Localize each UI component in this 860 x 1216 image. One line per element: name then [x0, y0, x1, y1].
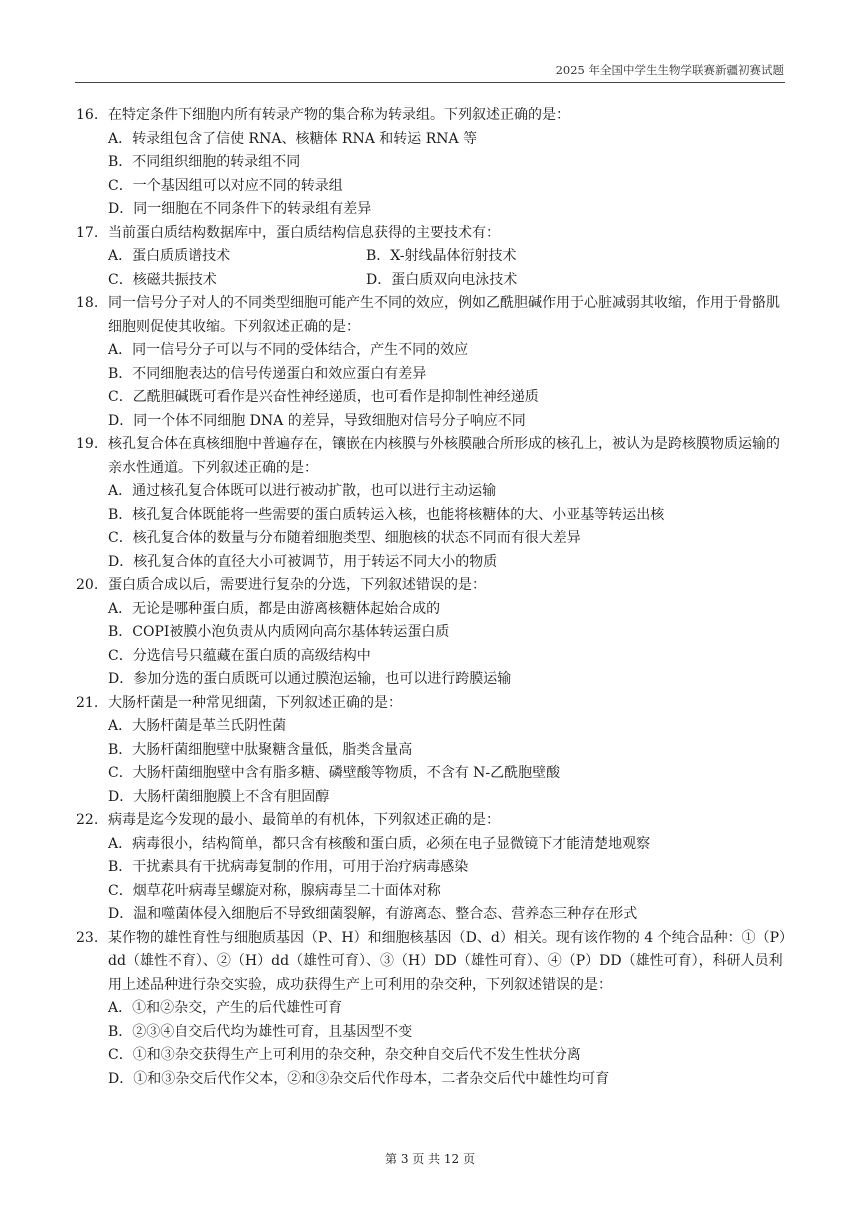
option-c: C．分选信号只蕴藏在蛋白质的高级结构中 — [108, 647, 371, 664]
question-23 — [76, 927, 788, 1092]
question-stem: 蛋白质合成以后，需要进行复杂的分选，下列叙述错误的是： — [108, 577, 486, 593]
option-a: A．大肠杆菌是革兰氏阴性菌 — [108, 718, 287, 734]
question-number: 22. — [76, 812, 99, 828]
question-number: 18. — [76, 295, 99, 311]
option-a: A．无论是哪种蛋白质，都是由游离核糖体起始合成的 — [108, 600, 441, 617]
question-stem: 某作物的雄性育性与细胞质基因（P、H）和细胞核基因（D、d）相关。现有该作物的 4 个纯合品种：①（P）dd（雄性不育）、②（H）dd（雄性可育）、③（H）DD（雄性可育）、④（P）DD（雄性可育），科研人员利用上述品种进行杂交实验，成功获得生产上可利用的杂交种，下列叙述错误的是： — [108, 929, 787, 993]
option-b: B．干扰素具有干扰病毒复制的作用，可用于治疗病毒感染 — [108, 859, 469, 875]
option-c: C．一个基因组可以对应不同的转录组 — [108, 177, 343, 194]
option-b: B．②③④自交后代均为雄性可育，且基因型不变 — [108, 1023, 413, 1040]
option-d: D．①和③杂交后代作父本，②和③杂交后代作母本，二者杂交后代中雄性均可育 — [108, 1070, 610, 1087]
question-16 — [76, 104, 788, 222]
option-b: B．X-射线晶体衍射技术 — [366, 248, 517, 264]
option-c: C．核磁共振技术 — [108, 271, 217, 288]
question-stem: 同一信号分子对人的不同类型细胞可能产生不同的效应，例如乙酰胆碱作用于心脏减弱其收缩，作用于骨骼肌细胞则促使其收缩。下列叙述正确的是： — [108, 295, 780, 335]
question-17 — [76, 222, 788, 293]
question-number: 17. — [76, 224, 99, 241]
option-d: D．同一细胞在不同条件下的转录组有差异 — [108, 201, 372, 217]
option-b: B．不同细胞表达的信号传递蛋白和效应蛋白有差异 — [108, 365, 427, 382]
option-b: B．不同组织细胞的转录组不同 — [108, 154, 301, 170]
option-c: C．烟草花叶病毒呈螺旋对称，腺病毒呈二十面体对称 — [108, 882, 441, 899]
option-b: B．大肠杆菌细胞壁中肽聚糖含量低，脂类含量高 — [108, 741, 413, 758]
question-list — [76, 104, 788, 1091]
question-stem: 核孔复合体在真核细胞中普遍存在，镶嵌在内核膜与外核膜融合所形成的核孔上，被认为是跨核膜物质运输的亲水性通道。下列叙述正确的是： — [108, 436, 780, 476]
option-a: A．①和②杂交，产生的后代雄性可育 — [108, 1000, 343, 1016]
option-d: D．参加分选的蛋白质既可以通过膜泡运输，也可以进行跨膜运输 — [108, 671, 512, 687]
option-a: A．病毒很小，结构简单，都只含有核酸和蛋白质，必须在电子显微镜下才能清楚地观察 — [108, 835, 651, 852]
question-number: 20. — [76, 577, 99, 593]
option-b: B．COPI被膜小泡负责从内质网向高尔基体转运蛋白质 — [108, 624, 450, 640]
header-divider — [75, 82, 785, 83]
question-number: 16. — [76, 107, 99, 123]
option-a: A．蛋白质质谱技术 — [108, 248, 231, 264]
question-19 — [76, 433, 788, 574]
question-number: 19. — [76, 436, 99, 452]
option-d: D．核孔复合体的直径大小可被调节，用于转运不同大小的物质 — [108, 553, 498, 570]
option-d: D．蛋白质双向电泳技术 — [366, 271, 518, 288]
question-18 — [76, 292, 788, 433]
option-c: C．①和③杂交获得生产上可利用的杂交种，杂交种自交后代不发生性状分离 — [108, 1047, 581, 1063]
question-22 — [76, 809, 788, 927]
page-number: 第 3 页 共 12 页 — [385, 1152, 475, 1166]
question-number: 21. — [76, 694, 99, 711]
option-b: B．核孔复合体既能将一些需要的蛋白质转运入核，也能将核糖体的大、小亚基等转运出核 — [108, 506, 665, 523]
question-stem: 当前蛋白质结构数据库中，蛋白质结构信息获得的主要技术有： — [108, 224, 500, 241]
option-c: C．大肠杆菌细胞壁中含有脂多糖、磷壁酸等物质，不含有 N-乙酰胞壁酸 — [108, 765, 561, 781]
option-d: D．同一个体不同细胞 DNA 的差异，导致细胞对信号分子响应不同 — [108, 412, 526, 429]
question-stem: 大肠杆菌是一种常见细菌，下列叙述正确的是： — [108, 694, 402, 711]
question-stem: 病毒是迄今发现的最小、最简单的有机体，下列叙述正确的是： — [108, 812, 500, 828]
option-a: A．转录组包含了信使 RNA、核糖体 RNA 和转运 RNA 等 — [108, 130, 478, 147]
option-a: A．通过核孔复合体既可以进行被动扩散，也可以进行主动运输 — [108, 483, 497, 499]
option-d: D．大肠杆菌细胞膜上不含有胆固醇 — [108, 788, 330, 805]
option-c: C．乙酰胆碱既可看作是兴奋性神经递质，也可看作是抑制性神经递质 — [108, 389, 539, 405]
option-d: D．温和噬菌体侵入细胞后不导致细菌裂解，有游离态、整合态、营养态三种存在形式 — [108, 906, 638, 922]
question-21 — [76, 692, 788, 810]
question-20 — [76, 574, 788, 692]
option-c: C．核孔复合体的数量与分布随着细胞类型、细胞核的状态不同而有很大差异 — [108, 530, 581, 546]
question-stem: 在特定条件下细胞内所有转录产物的集合称为转录组。下列叙述正确的是： — [108, 107, 570, 123]
option-a: A．同一信号分子可以与不同的受体结合，产生不同的效应 — [108, 342, 469, 358]
page-header: 2025 年全国中学生生物学联赛新疆初赛试题 — [555, 63, 784, 77]
question-number: 23. — [76, 929, 99, 946]
